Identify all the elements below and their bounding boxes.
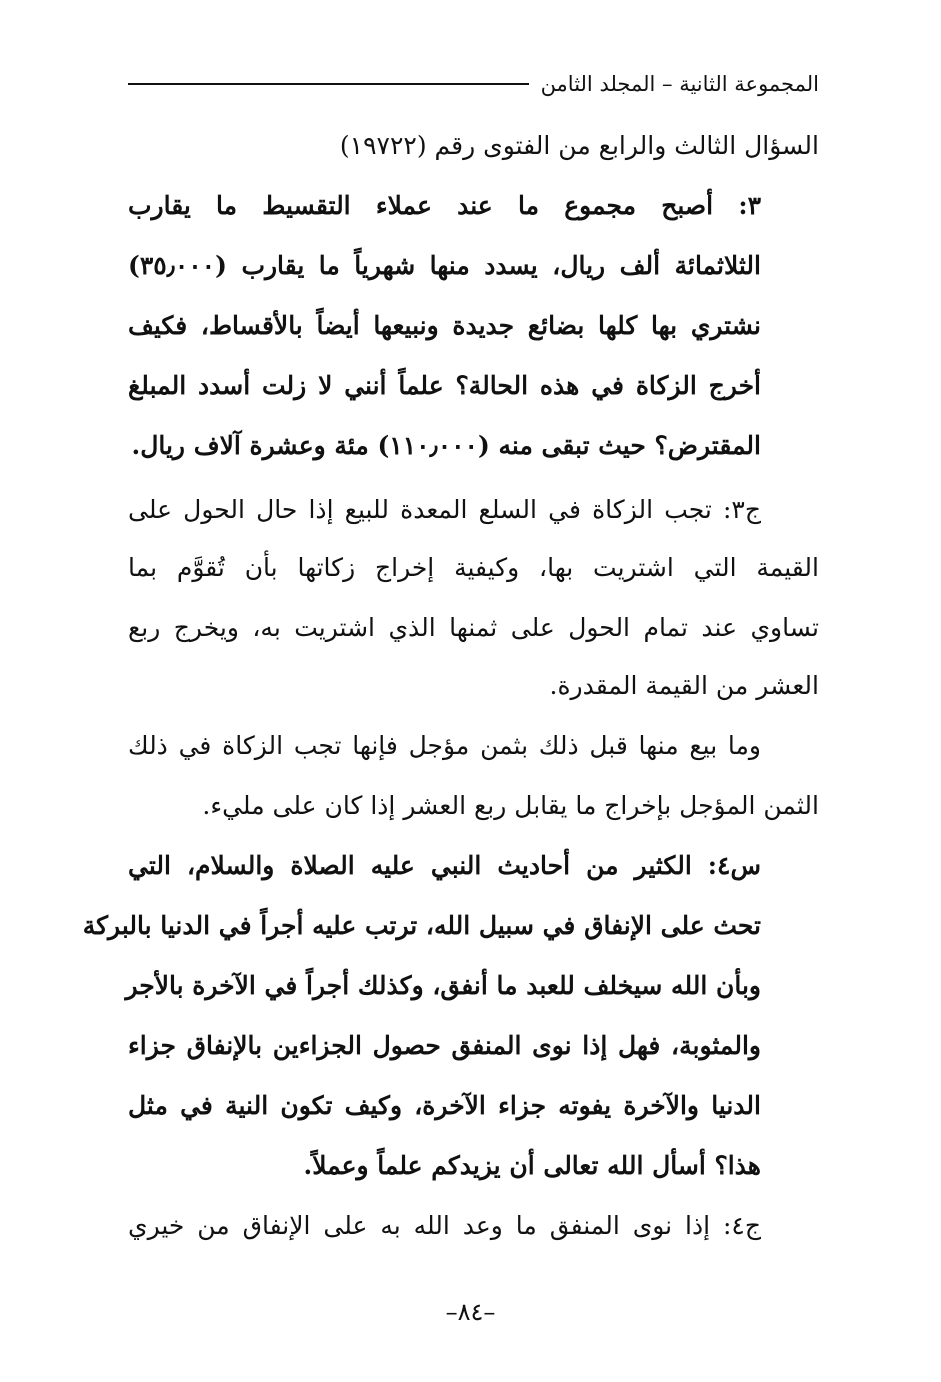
answer-line: العشر من القيمة المقدرة. bbox=[549, 671, 819, 700]
question-line: الثلاثمائة ألف ريال، يسدد منها شهرياً ما يقارب (٣٥٫٠٠٠) bbox=[128, 251, 761, 280]
answer-line: تساوي عند تمام الحول على ثمنها الذي اشتريت به، ويخرج ربع bbox=[128, 613, 819, 642]
header-rule bbox=[128, 83, 529, 85]
header-title: المجموعة الثانية – المجلد الثامن bbox=[540, 72, 819, 96]
question-line: ٣: أصبح مجموع ما عند عملاء التقسيط ما يقارب bbox=[128, 191, 761, 220]
question-line: الدنيا والآخرة يفوته جزاء الآخرة، وكيف تكون النية في مثل bbox=[128, 1091, 761, 1120]
question-line: نشتري بها كلها بضائع جديدة ونبيعها أيضاً بالأقساط، فكيف bbox=[128, 311, 761, 340]
answer-line: ج٤: إذا نوى المنفق ما وعد الله به على الإنفاق من خيري bbox=[128, 1211, 761, 1240]
answer-line: الثمن المؤجل بإخراج ما يقابل ربع العشر إذا كان على مليء. bbox=[202, 791, 819, 820]
question-line: س٤: الكثير من أحاديث النبي عليه الصلاة والسلام، التي bbox=[128, 851, 761, 880]
page-number: –٨٤– bbox=[445, 1298, 496, 1326]
question-line: هذا؟ أسأل الله تعالى أن يزيدكم علماً وعملاً. bbox=[303, 1151, 761, 1180]
question-line: المقترض؟ حيث تبقى منه (١١٠٫٠٠٠) مئة وعشرة آلاف ريال. bbox=[131, 431, 761, 460]
answer-line: القيمة التي اشتريت بها، وكيفية إخراج زكاتها بأن تُقوَّم بما bbox=[128, 553, 819, 582]
running-header bbox=[128, 72, 819, 96]
question-line: والمثوبة، فهل إذا نوى المنفق حصول الجزاءين بالإنفاق جزاء bbox=[128, 1031, 761, 1060]
question-line: وبأن الله سيخلف للعبد ما أنفق، وكذلك أجراً في الآخرة بالأجر bbox=[125, 971, 761, 1000]
question-line: تحث على الإنفاق في سبيل الله، ترتب عليه أجراً في الدنيا بالبركة bbox=[82, 911, 761, 940]
answer-line: ج٣: تجب الزكاة في السلع المعدة للبيع إذا حال الحول على bbox=[128, 495, 761, 524]
text-line: السؤال الثالث والرابع من الفتوى رقم (١٩٧٢٢) bbox=[339, 131, 819, 160]
answer-line: وما بيع منها قبل ذلك بثمن مؤجل فإنها تجب الزكاة في ذلك bbox=[128, 731, 761, 760]
question-line: أخرج الزكاة في هذه الحالة؟ علماً أنني لا زلت أسدد المبلغ bbox=[128, 371, 761, 400]
